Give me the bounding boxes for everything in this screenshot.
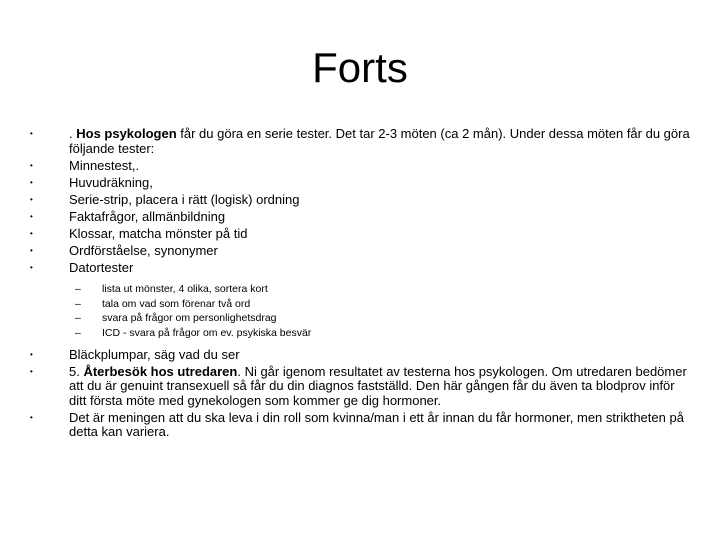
bullet-icon: • xyxy=(30,412,33,422)
item-bold: Återbesök hos utredaren xyxy=(83,363,238,379)
list-item xyxy=(30,159,690,174)
list-item xyxy=(30,348,690,363)
bullet-icon: • xyxy=(30,160,33,170)
slide-body xyxy=(30,127,690,442)
dash-icon: – xyxy=(75,283,81,295)
item-text: Minnestest,. xyxy=(69,157,140,173)
item-text: Bläckplumpar, säg vad du ser xyxy=(69,346,240,362)
sub-list-item xyxy=(30,283,690,296)
dash-icon: – xyxy=(75,312,81,324)
bullet-icon: • xyxy=(30,211,33,221)
list-item xyxy=(30,261,690,276)
list-item xyxy=(30,244,690,259)
dash-icon: – xyxy=(75,326,81,339)
bullet-icon: • xyxy=(30,194,33,204)
item-text: . Ni går igenom resultatet av testerna hos psykologen. Om utredaren bedömer att du är genuint transexuell så får du din diagnos fastställd. Den här gången får du även ta blodprov inför ditt första möte med gynekologen som kommer ge dig hormoner. xyxy=(69,363,687,408)
bullet-list xyxy=(30,127,690,275)
slide-title: Forts xyxy=(312,44,408,91)
sub-list-item xyxy=(30,312,690,325)
item-text: får du göra en serie tester. Det tar 2-3 möten (ca 2 mån). Under dessa möten får du göra följande tester: xyxy=(69,126,690,156)
item-text: Ordförståelse, synonymer xyxy=(69,242,218,258)
item-text: Det är meningen att du ska leva i din roll som kvinna/man i ett år innan du får hormoner, men striktheten på detta kan variera. xyxy=(69,409,684,439)
item-text: Huvudräkning, xyxy=(69,174,153,190)
item-text: Serie-strip, placera i rätt (logisk) ordning xyxy=(69,191,300,207)
list-item xyxy=(30,127,690,156)
sub-list-item xyxy=(30,298,690,311)
bullet-icon: • xyxy=(30,349,33,359)
bullet-icon: • xyxy=(30,129,33,138)
item-text: Faktafrågor, allmänbildning xyxy=(69,208,226,224)
sub-item-text: svara på frågor om personlighetsdrag xyxy=(102,312,277,324)
item-text: Datortester xyxy=(69,259,134,275)
list-item xyxy=(30,193,690,208)
item-prefix: 5. xyxy=(69,363,84,379)
bullet-icon: • xyxy=(30,177,33,187)
list-item xyxy=(30,176,690,191)
bullet-icon: • xyxy=(30,262,33,272)
item-prefix: . xyxy=(69,126,77,141)
bullet-icon: • xyxy=(30,228,33,238)
dash-icon: – xyxy=(75,297,81,310)
sub-list xyxy=(30,283,690,340)
bullet-icon: • xyxy=(30,366,33,376)
bullet-icon: • xyxy=(30,245,33,255)
sub-item-text: tala om vad som förenar två ord xyxy=(102,297,251,310)
sub-list-item xyxy=(30,327,690,340)
list-item xyxy=(30,411,690,440)
bullet-list-continued xyxy=(30,348,690,440)
sub-item-text: lista ut mönster, 4 olika, sortera kort xyxy=(102,283,268,295)
item-text: Klossar, matcha mönster på tid xyxy=(69,225,248,241)
item-bold: Hos psykologen xyxy=(76,126,177,141)
list-item xyxy=(30,227,690,242)
sub-item-text: ICD - svara på frågor om ev. psykiska besvär xyxy=(102,326,312,339)
list-item xyxy=(30,210,690,225)
list-item xyxy=(30,365,690,409)
